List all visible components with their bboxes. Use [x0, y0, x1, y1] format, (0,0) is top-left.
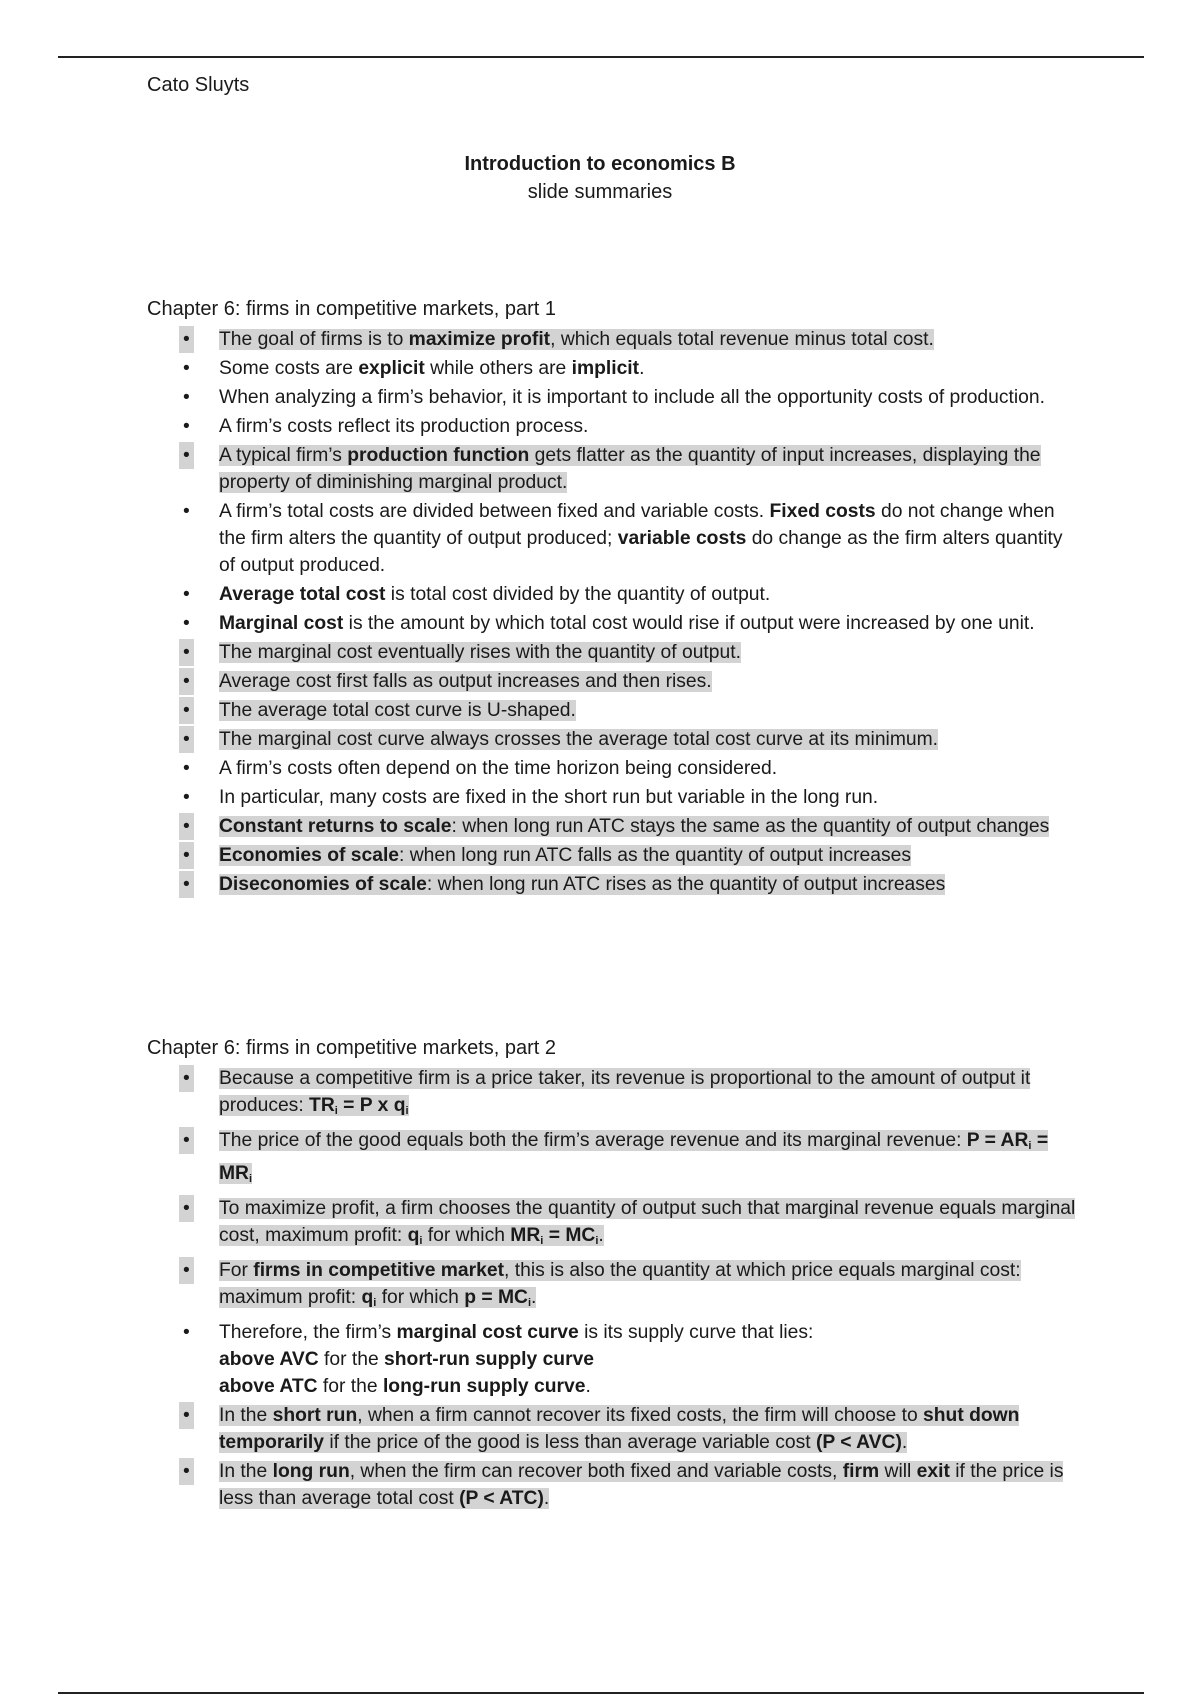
list-item: • To maximize profit, a firm chooses the quantity of output such that marginal revenue equals marginal cost, maximum profit: $q_i$ for which $MR_i = MC_i$.: [147, 1195, 1077, 1255]
list-item: • In the long run, when the firm can recover both fixed and variable costs, firm will exit if the price is less than average total cost (P < ATC).: [147, 1458, 1077, 1512]
list-item: • The average total cost curve is U-shaped.: [147, 697, 1077, 724]
list-item: • For firms in competitive market, this is also the quantity at which price equals marginal cost: maximum profit: $q_i$ for which $p = MC_i$.: [147, 1257, 1077, 1317]
list-item: • The marginal cost eventually rises with the quantity of output.: [147, 639, 1077, 666]
document-title: Introduction to economics B: [464, 153, 736, 175]
bullet-list: [147, 1065, 1077, 1512]
document-subtitle: slide summaries: [527, 181, 673, 203]
list-item: • A firm’s costs reflect its production process.: [147, 413, 1077, 440]
list-item: • Diseconomies of scale: when long run ATC rises as the quantity of output increases: [147, 871, 1077, 898]
list-item: • A firm’s costs often depend on the time horizon being considered.: [147, 755, 1077, 782]
author-name: Cato Sluyts: [147, 74, 250, 96]
bottom-rule: [58, 1692, 1144, 1694]
title-block: [0, 150, 1200, 206]
list-item: • Marginal cost is the amount by which total cost would rise if output were increased by one unit.: [147, 610, 1077, 637]
list-item: • When analyzing a firm’s behavior, it is important to include all the opportunity costs of production.: [147, 384, 1077, 411]
list-item: • In the short run, when a firm cannot recover its fixed costs, the firm will choose to shut down temporarily if the price of the good is less than average variable cost (P < AVC).: [147, 1402, 1077, 1456]
list-item: • A typical firm’s production function gets flatter as the quantity of input increases, displaying the property of diminishing marginal product.: [147, 442, 1077, 496]
section-heading: Chapter 6: firms in competitive markets, part 2: [147, 1037, 557, 1059]
list-item: • Economies of scale: when long run ATC falls as the quantity of output increases: [147, 842, 1077, 869]
list-item: • The marginal cost curve always crosses the average total cost curve at its minimum.: [147, 726, 1077, 753]
section-heading: Chapter 6: firms in competitive markets, part 1: [147, 298, 557, 320]
list-item: • Because a competitive firm is a price taker, its revenue is proportional to the amount of output it produces: $TR_i = P$ x $q_i$: [147, 1065, 1077, 1125]
list-item: • The price of the good equals both the firm’s average revenue and its marginal revenue: $P = AR_i = MR_i$: [147, 1127, 1077, 1193]
section-part-1: [147, 296, 1077, 900]
list-item: • Therefore, the firm’s marginal cost curve is its supply curve that lies: above AVC for the short-run supply curve above ATC for the long-run supply curve.: [147, 1319, 1077, 1400]
list-item: • Constant returns to scale: when long run ATC stays the same as the quantity of output changes: [147, 813, 1077, 840]
list-item: • Average cost first falls as output increases and then rises.: [147, 668, 1077, 695]
top-rule: [58, 56, 1144, 58]
section-part-2: [147, 1035, 1077, 1514]
list-item: • In particular, many costs are fixed in the short run but variable in the long run.: [147, 784, 1077, 811]
list-item: • Average total cost is total cost divided by the quantity of output.: [147, 581, 1077, 608]
bullet-list: [147, 326, 1077, 898]
list-item: • Some costs are explicit while others are implicit.: [147, 355, 1077, 382]
list-item: • The goal of firms is to maximize profit, which equals total revenue minus total cost.: [147, 326, 1077, 353]
list-item: • A firm’s total costs are divided between fixed and variable costs. Fixed costs do not change when the firm alters the quantity of output produced; variable costs do change as the firm alters quantity of output produced.: [147, 498, 1077, 579]
